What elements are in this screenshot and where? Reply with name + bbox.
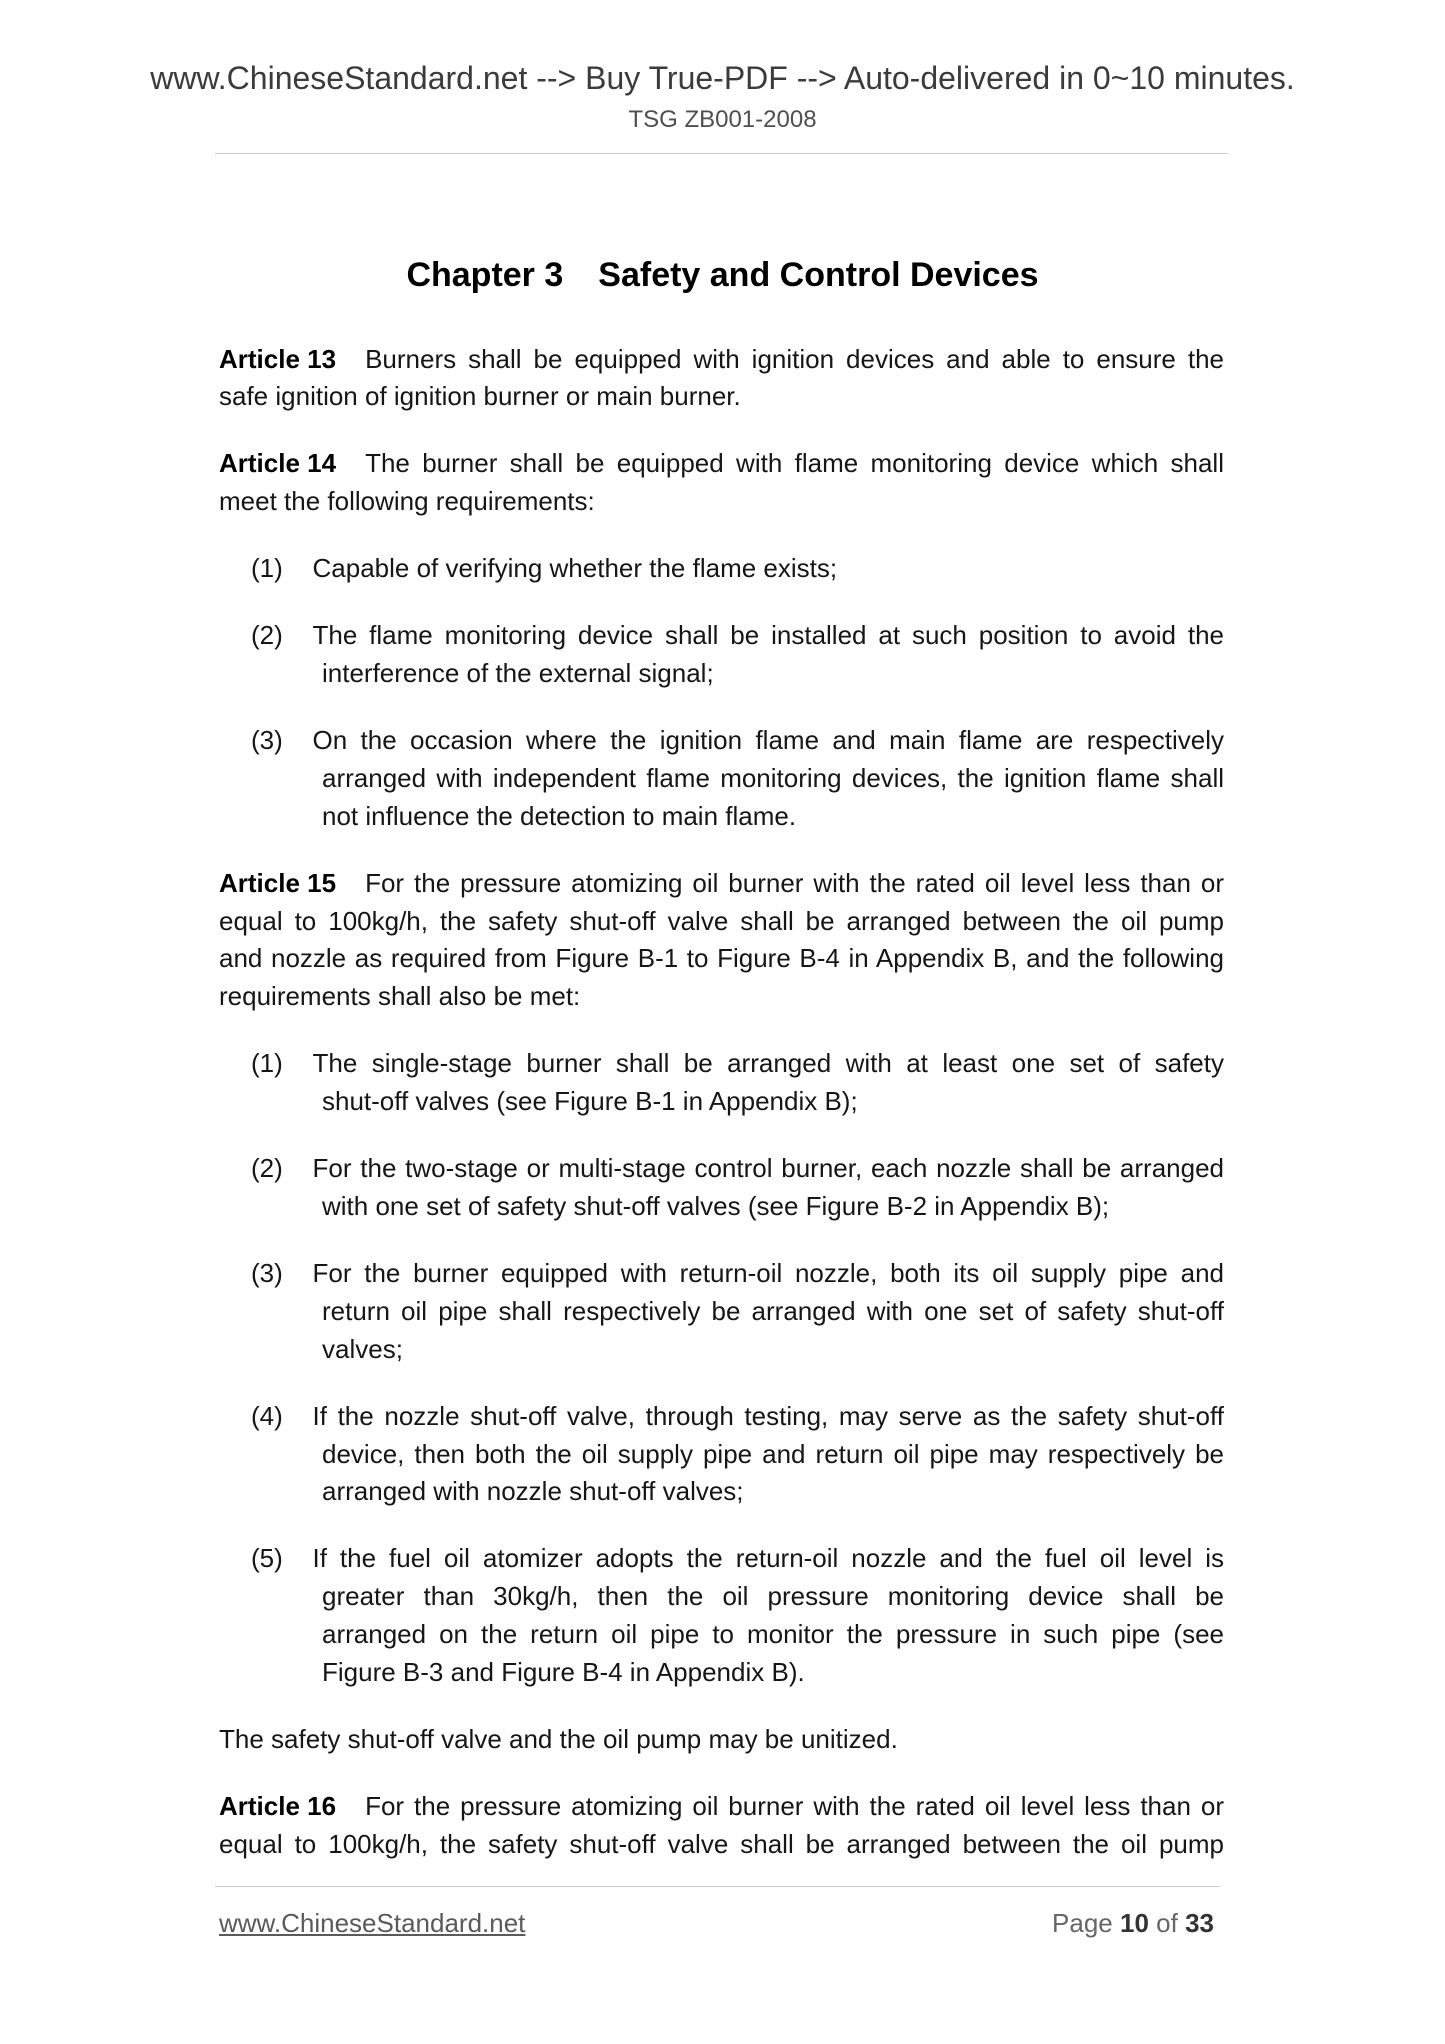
text-line: return oil pipe shall respectively be arranged with one set of safety shut-off: [322, 1295, 1224, 1326]
text-line: valves;: [322, 1333, 403, 1364]
article-paragraph: [219, 341, 1224, 417]
list-item-number: (1): [251, 1048, 283, 1079]
article-paragraph: [219, 445, 1224, 521]
line-text: Burners shall be equipped with ignition devices and able to ensure the: [365, 343, 1224, 374]
chapter-title: Safety and Control Devices: [598, 256, 1039, 294]
line-text: The burner shall be equipped with flame monitoring device which shall: [365, 448, 1224, 479]
text-line: For the two-stage or multi-stage control burner, each nozzle shall be arranged: [312, 1153, 1224, 1184]
page-indicator: [1052, 1906, 1214, 1940]
list-item-number: (5): [251, 1543, 283, 1574]
footer-divider: [215, 1886, 1220, 1887]
article-13: [219, 341, 1224, 417]
header-divider: [215, 153, 1228, 154]
article-label: Article 15: [219, 867, 337, 898]
text-line: and nozzle as required from Figure B-1 to Figure B-4 in Appendix B, and the following: [219, 943, 1224, 974]
list-item-number: (1): [251, 553, 283, 584]
text-line: [219, 865, 1224, 903]
text-line: [219, 445, 1224, 483]
chapter-heading: [0, 253, 1445, 297]
text-line: arranged on the return oil pipe to monitor the pressure in such pipe (see: [322, 1618, 1224, 1649]
text-line: interference of the external signal;: [322, 658, 714, 689]
article-label: Article 16: [219, 1790, 337, 1821]
text-line: arranged with independent flame monitoring devices, the ignition flame shall: [322, 763, 1224, 794]
list-item-number: (2): [251, 1153, 283, 1184]
document-code: TSG ZB001-2008: [628, 106, 817, 133]
text-line: [219, 1788, 1224, 1826]
article-paragraph: [219, 865, 1224, 1016]
page-label: Page: [1052, 1908, 1113, 1938]
article-label: Article 14: [219, 448, 337, 479]
text-line: requirements shall also be met:: [219, 981, 581, 1012]
line-text: For the pressure atomizing oil burner with the rated oil level less than or: [365, 867, 1224, 898]
article-14: [219, 445, 1224, 835]
text-line: The safety shut-off valve and the oil pump may be unitized.: [219, 1723, 898, 1754]
page-total: 33: [1185, 1908, 1214, 1938]
list-item-number: (3): [251, 1258, 283, 1289]
text-line: Capable of verifying whether the flame exists;: [312, 553, 838, 584]
article-note: [219, 1721, 1224, 1759]
article-15: [219, 865, 1224, 1759]
list-item: [219, 722, 1224, 835]
article-paragraph: [219, 1788, 1224, 1864]
list-item-number: (2): [251, 620, 283, 651]
text-line: equal to 100kg/h, the safety shut-off valve shall be arranged between the oil pump: [219, 905, 1224, 936]
article-16: [219, 1788, 1224, 1864]
text-line: shut-off valves (see Figure B-1 in Appendix B);: [322, 1086, 858, 1117]
list-item: [219, 1255, 1224, 1368]
text-line: not influence the detection to main flame.: [322, 800, 797, 831]
list-item: [219, 1540, 1224, 1691]
header-banner: www.ChineseStandard.net --> Buy True-PDF --> Auto-delivered in 0~10 minutes.: [150, 60, 1295, 96]
list-item: [219, 1398, 1224, 1511]
list-item: [219, 550, 1224, 588]
text-line: greater than 30kg/h, then the oil pressure monitoring device shall be: [322, 1581, 1224, 1612]
text-line: If the nozzle shut-off valve, through testing, may serve as the safety shut-off: [312, 1400, 1224, 1431]
text-line: The single-stage burner shall be arranged with at least one set of safety: [312, 1048, 1224, 1079]
text-line: [219, 341, 1224, 379]
text-line: equal to 100kg/h, the safety shut-off valve shall be arranged between the oil pump: [219, 1828, 1224, 1859]
list-item-number: (3): [251, 725, 283, 756]
list-item: [219, 1150, 1224, 1226]
article-label: Article 13: [219, 343, 337, 374]
list-item: [219, 617, 1224, 693]
chapter-number: Chapter 3: [406, 256, 564, 294]
list-item-number: (4): [251, 1400, 283, 1431]
text-line: safe ignition of ignition burner or main burner.: [219, 381, 741, 412]
page-of-label: of: [1156, 1908, 1178, 1938]
text-line: If the fuel oil atomizer adopts the return-oil nozzle and the fuel oil level is: [312, 1543, 1224, 1574]
list-item: [219, 1045, 1224, 1121]
footer-site-link[interactable]: www.ChineseStandard.net: [219, 1908, 526, 1938]
text-line: Figure B-3 and Figure B-4 in Appendix B).: [322, 1656, 805, 1687]
line-text: For the pressure atomizing oil burner with the rated oil level less than or: [365, 1790, 1224, 1821]
text-line: device, then both the oil supply pipe and return oil pipe may respectively be: [322, 1438, 1224, 1469]
text-line: arranged with nozzle shut-off valves;: [322, 1476, 744, 1507]
document-body: [219, 341, 1224, 1893]
text-line: For the burner equipped with return-oil nozzle, both its oil supply pipe and: [312, 1258, 1224, 1289]
text-line: meet the following requirements:: [219, 486, 595, 517]
text-line: The flame monitoring device shall be installed at such position to avoid the: [312, 620, 1224, 651]
text-line: On the occasion where the ignition flame and main flame are respectively: [312, 725, 1224, 756]
page-number: 10: [1120, 1908, 1149, 1938]
text-line: with one set of safety shut-off valves (see Figure B-2 in Appendix B);: [322, 1190, 1110, 1221]
